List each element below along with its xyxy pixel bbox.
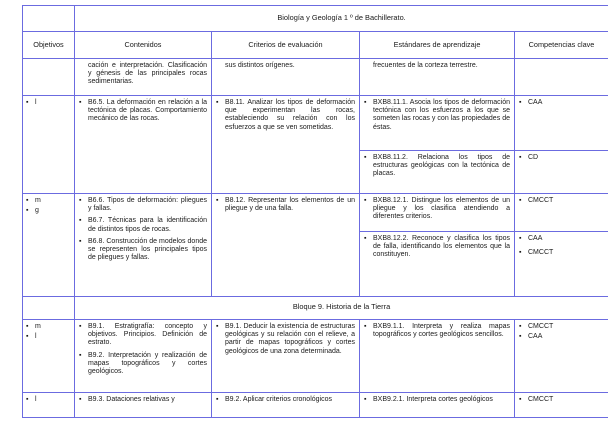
contenidos-cell: ▪ B9.3. Dataciones relativas y [75,393,212,418]
header-criterios: Criterios de evaluación [212,32,360,59]
title-row [23,6,609,32]
title-blank-cell [23,6,75,32]
objetivo-item: m [35,323,41,330]
header-contenidos: Contenidos [75,32,212,59]
objetivo-item: l [35,99,37,106]
estandar-cell: ▪ BXB8.11.1. Asocia los tipos de deformación tectónica con los esfuerzos a los que se someten las rocas y con las propiedades de éstas. [360,96,515,151]
competencia-item: CMCCT [528,396,554,403]
estandar-cell: ▪ BXB9.2.1. Interpreta cortes geológicos [360,393,515,418]
contenido-text: B6.5. La deformación en relación a la tectónica de placas. Comportamiento mecánico de las rocas. [88,99,207,123]
contenidos-cell [75,59,212,96]
contenido-text: B9.2. Interpretación y realización de mapas topográficos y cortes geológicos. [88,351,207,376]
objetivo-item: m [35,197,41,204]
contenido-text: B6.8. Construcción de modelos donde se representen los principales tipos de pliegues y fallas. [88,237,207,262]
estandar-text: frecuentes de la corteza terrestre. [373,62,478,69]
competencias-cell: ▪ CMCCT ▪ CAA [515,320,609,393]
contenidos-cell: ▪ B9.1. Estratigrafía: concepto y objetivos. Principios. Definición de estrato. ▪ B9.2. Interpretación y realización de mapas topográficos y cortes geológicos. [75,320,212,393]
contenido-text: B6.7. Técnicas para la identificación de distintos tipos de rocas. [88,217,207,233]
competencia-item: CMCCT [528,323,554,330]
header-estandares: Estándares de aprendizaje [360,32,515,59]
estandar-cell: ▪ BXB9.1.1. Interpreta y realiza mapas topográficos y cortes geológicos sencillos. [360,320,515,393]
competencias-cell: ▪ CMCCT [515,393,609,418]
criterio-cell: ▪ B9.1. Deducir la existencia de estructuras geológicas y su relación con el relieve, a partir de mapas topográficos y cortes geológicos de una zona determinada. [212,320,360,393]
contenido-text: cación e interpretación. Clasificación y génesis de las principales rocas sedimentarias. [88,62,207,86]
criterio-cell [212,59,360,96]
objetivos-cell [23,59,75,96]
estandar-text: BXB8.11.2. Relaciona los tipos de estructuras geológicas con la tectónica de placas. [373,154,510,178]
competencias-cell: ▪ CD [515,151,609,194]
competencias-cell: ▪ CMCCT [515,194,609,232]
competencia-item: CD [528,154,539,161]
competencia-item: CMCCT [528,249,554,257]
table-row [23,393,609,418]
competencia-item: CMCCT [528,197,554,204]
competencias-cell [515,59,609,96]
criterio-text: B9.2. Aplicar criterios cronológicos [225,396,332,403]
estandar-cell: ▪ BXB8.12.1. Distingue los elementos de un pliegue y los clasifica atendiendo a diferentes criterios. [360,194,515,232]
objetivo-item: l [35,396,37,403]
objetivos-cell: ▪ l [23,96,75,194]
competencia-item: CAA [528,333,543,341]
contenidos-cell: ▪ B6.6. Tipos de deformación: pliegues y fallas. ▪ B6.7. Técnicas para la identificación de distintos tipos de rocas. ▪ B6.8. Construcción de modelos donde se representen los principales tipos de pliegues y fallas. [75,194,212,297]
competencia-item: CAA [528,99,543,106]
table-title: Biología y Geología 1 º de Bachillerato. [75,6,609,32]
criterio-text: sus distintos orígenes. [225,62,295,69]
objetivos-cell: ▪ m ▪ g [23,194,75,297]
bloque-title: Bloque 9. Historia de la Tierra [75,297,609,320]
table-row [23,194,609,232]
criterio-cell: ▪ B8.12. Representar los elementos de un pliegue y de una falla. [212,194,360,297]
table-row [23,59,609,96]
header-objetivos: Objetivos [23,32,75,59]
competencia-item: CAA [528,235,543,242]
contenido-text: B6.6. Tipos de deformación: pliegues y fallas. [88,197,207,213]
estandar-text: BXB9.1.1. Interpreta y realiza mapas topográficos y cortes geológicos sencillos. [373,323,510,339]
bloque-row [23,297,609,320]
criterio-cell: ▪ B8.11. Analizar los tipos de deformación que experimentan las rocas, estableciendo su relación con los esfuerzos a que se ven sometidas. [212,96,360,194]
bloque-blank-cell [23,297,75,320]
contenidos-cell: ▪ B6.5. La deformación en relación a la tectónica de placas. Comportamiento mecánico de las rocas. [75,96,212,194]
competencias-cell: ▪ CAA ▪ CMCCT [515,232,609,297]
curriculum-table-frame [22,5,608,439]
objetivo-item: l [35,333,37,341]
estandar-text: BXB8.12.1. Distingue los elementos de un pliegue y los clasifica atendiendo a diferentes criterios. [373,197,510,221]
objetivos-cell: ▪ l [23,393,75,418]
contenido-text: B9.1. Estratigrafía: concepto y objetivos. Principios. Definición de estrato. [88,323,207,347]
criterio-cell: ▪ B9.2. Aplicar criterios cronológicos [212,393,360,418]
criterio-text: B8.12. Representar los elementos de un pliegue y de una falla. [225,197,355,213]
table-row [23,320,609,393]
objetivo-item: g [35,207,39,215]
estandar-cell: ▪ BXB8.11.2. Relaciona los tipos de estructuras geológicas con la tectónica de placas. [360,151,515,194]
estandar-text: BXB9.2.1. Interpreta cortes geológicos [373,396,493,403]
estandar-text: BXB8.11.1. Asocia los tipos de deformación tectónica con los esfuerzos a los que se someten las rocas y con las propiedades de éstas. [373,99,510,131]
criterio-text: B9.1. Deducir la existencia de estructuras geológicas y su relación con el relieve, a partir de mapas topográficos y cortes geológicos de una zona determinada. [225,323,355,355]
curriculum-table [22,5,608,418]
estandar-text: BXB8.12.2. Reconoce y clasifica los tipos de falla, identificando los elementos que la constituyen. [373,235,510,259]
estandar-cell [360,59,515,96]
contenido-text: B9.3. Dataciones relativas y [88,396,175,403]
criterio-text: B8.11. Analizar los tipos de deformación que experimentan las rocas, estableciendo su relación con los esfuerzos a que se ven sometidas. [225,99,355,131]
estandar-cell: ▪ BXB8.12.2. Reconoce y clasifica los tipos de falla, identificando los elementos que la constituyen. [360,232,515,297]
competencias-cell: ▪ CAA [515,96,609,151]
header-competencias: Competencias clave [515,32,609,59]
header-row [23,32,609,59]
table-row [23,96,609,151]
objetivos-cell: ▪ m ▪ l [23,320,75,393]
